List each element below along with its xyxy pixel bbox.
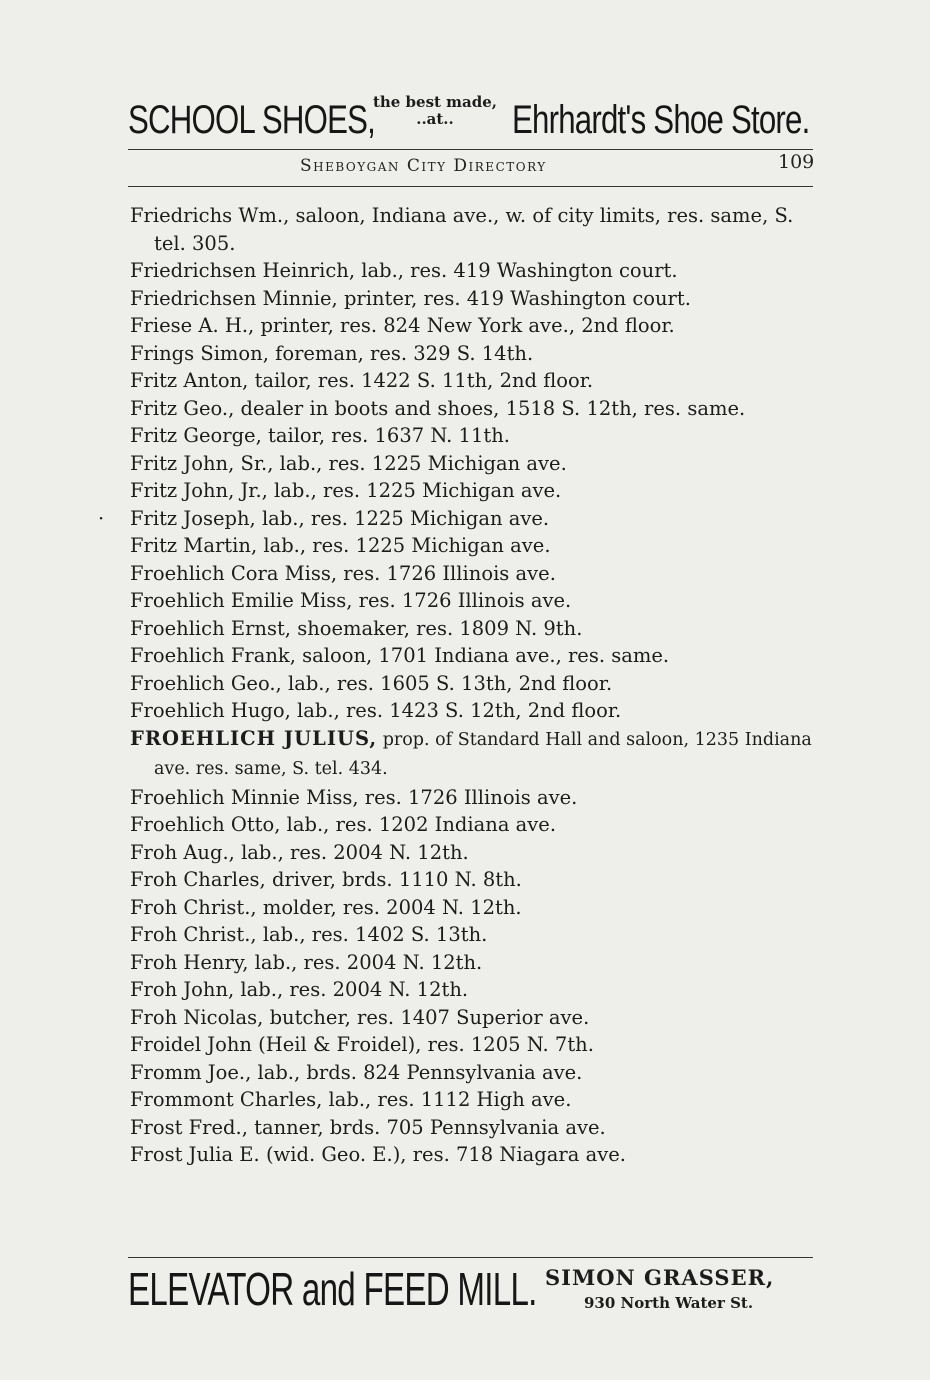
- footer-ad-left-text: ELEVATOR and FEED MILL.: [128, 1263, 537, 1315]
- directory-entry-text: Fritz Joseph, lab., res. 1225 Michigan ave.: [130, 506, 550, 530]
- footer-ad-address: 930 North Water St.: [584, 1294, 754, 1312]
- directory-entry: Froh Nicolas, butcher, res. 1407 Superior ave.: [130, 1005, 590, 1029]
- directory-entry: Froidel John (Heil & Froidel), res. 1205 N. 7th.: [130, 1033, 594, 1056]
- directory-entry: Froehlich Otto, lab., res. 1202 Indiana ave.: [130, 813, 557, 836]
- directory-entry: Frost Fred., tanner, brds. 705 Pennsylvania ave.: [130, 1115, 606, 1139]
- directory-entry: Froh Christ., molder, res. 2004 N. 12th.: [130, 895, 522, 919]
- header-ad-middle: [365, 94, 505, 128]
- directory-entry: Froehlich Hugo, lab., res. 1423 S. 12th, 2nd floor.: [130, 699, 622, 722]
- directory-entry: · Fritz Joseph, lab., res. 1225 Michigan ave.: [98, 506, 550, 530]
- directory-entry: Fritz John, Jr., lab., res. 1225 Michigan ave.: [130, 479, 562, 502]
- header-ad-middle-line1: the best made,: [372, 93, 498, 111]
- directory-entry: Fritz Martin, lab., res. 1225 Michigan ave.: [130, 534, 551, 557]
- header-rule-bottom: [128, 186, 813, 187]
- directory-entry: Froehlich Ernst, shoemaker, res. 1809 N. 9th.: [130, 616, 583, 640]
- page-number: 109: [778, 151, 815, 173]
- directory-entries: [98, 202, 820, 1169]
- directory-entry: Frommont Charles, lab., res. 1112 High ave.: [130, 1088, 572, 1111]
- header-ad-right-text: Ehrhardt's Shoe Store.: [512, 98, 810, 142]
- directory-entry: Froehlich Minnie Miss, res. 1726 Illinois ave.: [130, 785, 578, 809]
- directory-entry: Froh Henry, lab., res. 2004 N. 12th.: [130, 950, 483, 974]
- footer-advertisement: [128, 1262, 818, 1322]
- directory-entry: Frost Julia E. (wid. Geo. E.), res. 718 Niagara ave.: [130, 1143, 626, 1166]
- directory-entry: Froehlich Emilie Miss, res. 1726 Illinois ave.: [130, 589, 572, 612]
- header-advertisement: [128, 86, 818, 146]
- directory-entry-featured: [130, 725, 820, 784]
- featured-entry-name: FROEHLICH JULIUS,: [130, 726, 378, 750]
- directory-entry: Fritz Anton, tailor, res. 1422 S. 11th, 2nd floor.: [130, 369, 594, 392]
- footer-rule: [128, 1257, 813, 1258]
- directory-entry: Froehlich Geo., lab., res. 1605 S. 13th, 2nd floor.: [130, 671, 613, 695]
- running-head-title: Sheboygan City Directory: [300, 156, 547, 176]
- footer-ad-name: SIMON GRASSER,: [545, 1265, 775, 1290]
- directory-entry: Fritz George, tailor, res. 1637 N. 11th.: [130, 424, 510, 447]
- featured-entry-text: prop. of Standard Hall and saloon, 1235 Indiana ave. res. same, S. tel. 434.: [154, 729, 812, 779]
- directory-entry: Friedrichsen Minnie, printer, res. 419 Washington court.: [130, 286, 691, 310]
- directory-entry: Froehlich Cora Miss, res. 1726 Illinois ave.: [130, 561, 556, 585]
- directory-entry: Froh Charles, driver, brds. 1110 N. 8th.: [130, 868, 522, 891]
- directory-entry: Frings Simon, foreman, res. 329 S. 14th.: [130, 341, 534, 365]
- header-ad-middle-line2: ..at..: [416, 110, 454, 128]
- directory-entry: Friedrichsen Heinrich, lab., res. 419 Washington court.: [130, 259, 678, 282]
- directory-entry: Friese A. H., printer, res. 824 New York ave., 2nd floor.: [130, 314, 675, 337]
- directory-entry: Fromm Joe., lab., brds. 824 Pennsylvania ave.: [130, 1060, 583, 1084]
- header-ad-left-text: SCHOOL SHOES,: [128, 98, 376, 142]
- header-rule-top: [128, 149, 813, 150]
- directory-entry: Fritz Geo., dealer in boots and shoes, 1518 S. 12th, res. same.: [130, 396, 746, 420]
- directory-entry: Froh Christ., lab., res. 1402 S. 13th.: [130, 923, 488, 946]
- directory-entry: Fritz John, Sr., lab., res. 1225 Michigan ave.: [130, 451, 567, 475]
- directory-entry: Froehlich Frank, saloon, 1701 Indiana ave., res. same.: [130, 644, 670, 667]
- directory-entry: Froh Aug., lab., res. 2004 N. 12th.: [130, 840, 469, 864]
- directory-entry: Friedrichs Wm., saloon, Indiana ave., w. of city limits, res. same, S. tel. 305.: [130, 204, 794, 255]
- directory-entry: Froh John, lab., res. 2004 N. 12th.: [130, 978, 469, 1001]
